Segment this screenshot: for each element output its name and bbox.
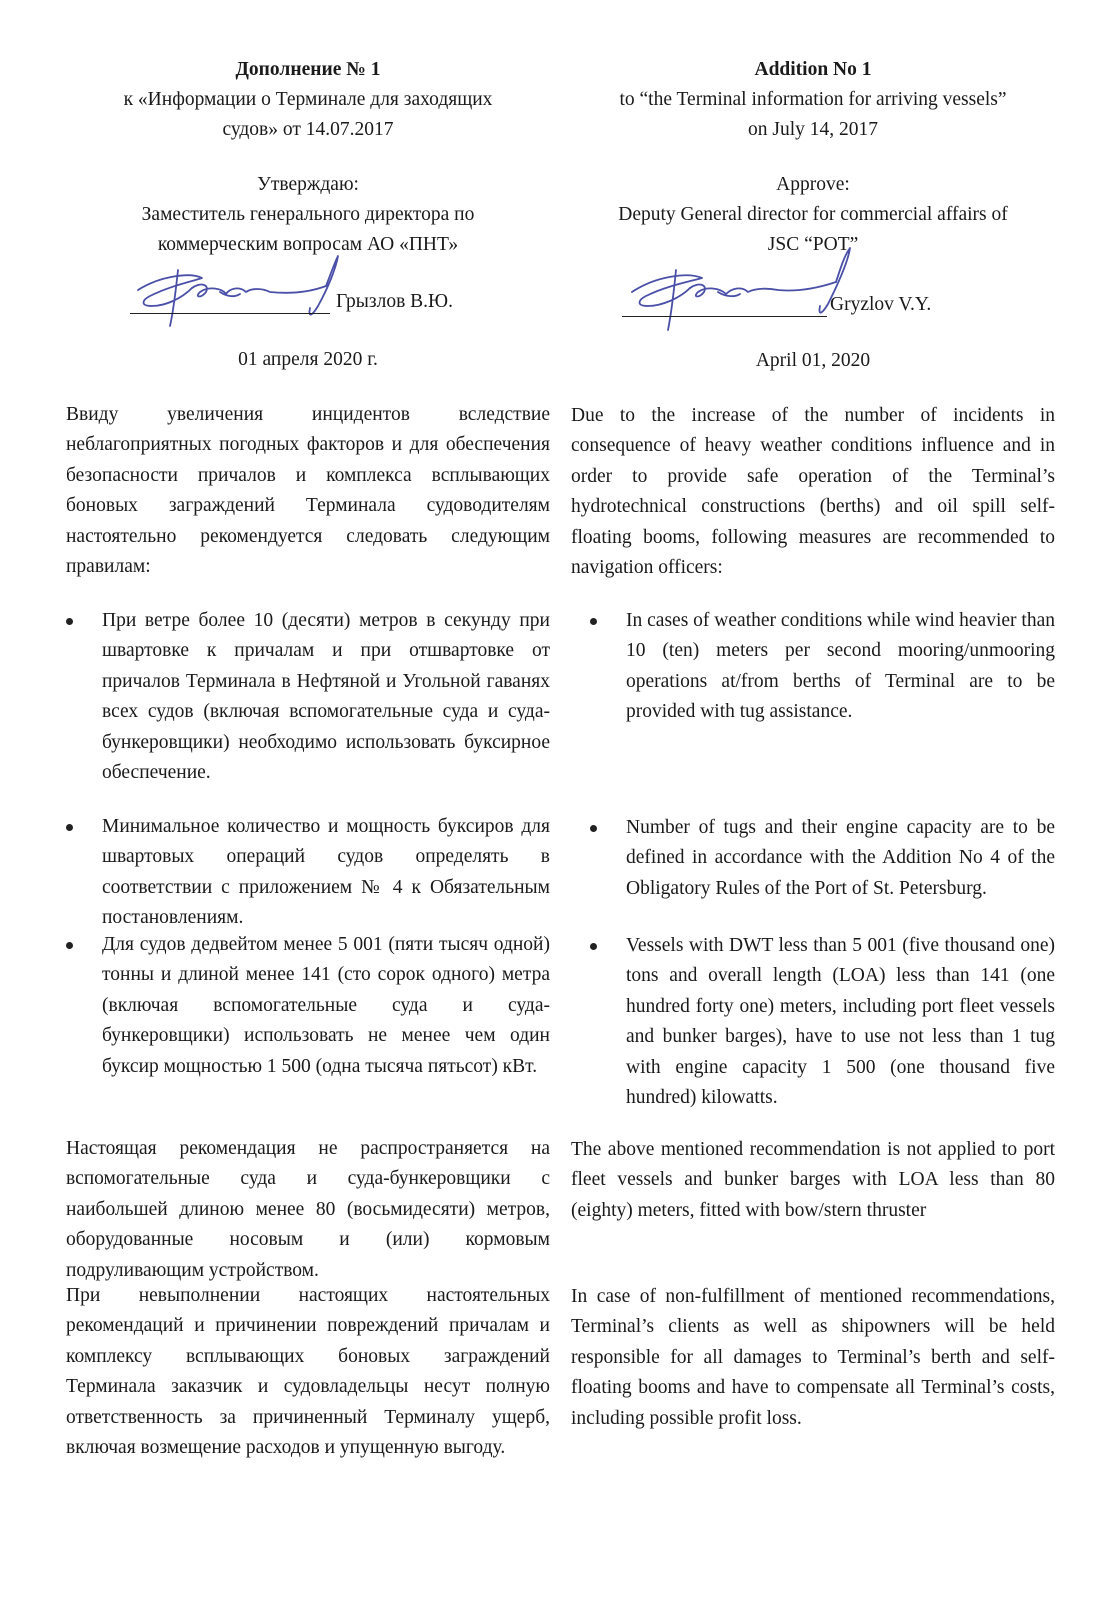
bullet-icon: [590, 943, 597, 950]
en-date: April 01, 2020: [755, 350, 871, 371]
en-title: Addition No 1: [754, 59, 872, 80]
ru-subtitle-line2: судов» от 14.07.2017: [222, 119, 394, 140]
en-bullet-text: Vessels with DWT less than 5 001 (five thousand one) tons and overall length (LOA) less than 141 (one hundred forty one) meters, including port fleet vessels and bunker barges), have to use not less than 1 tug with engine capacity 1 500 (one thousand five hundred) kilowatts.: [626, 935, 1055, 1109]
en-liability-paragraph: In case of non-fulfillment of mentioned recommendations, Terminal’s clients as well as shipowners will be held responsible for all damages to Terminal’s berth and self-floating booms and have to compensate all Terminal’s costs, including possible profit loss.: [571, 1286, 1055, 1429]
ru-bullet-text: Для судов дедвейтом менее 5 001 (пяти тысяч одной) тонны и длиной менее 141 (сто сорок одного) метра (включая вспомогательные суда и суда-бункеровщики) использовать не менее чем один буксир мощностью 1 500 (одна тысяча пятьсот) кВт.: [102, 934, 550, 1077]
ru-position-line1: Заместитель генерального директора по: [141, 204, 475, 225]
ru-liability-paragraph: При невыполнении настоящих настоятельных рекомендаций и причинении повреждений причалам и комплексу всплывающих боновых заграждений Терминала заказчик и судовладельцы несут полную ответственность за причиненный Терминалу ущерб, включая возмещение расходов и упущенную выгоду.: [66, 1285, 550, 1459]
ru-subtitle-line1: к «Информации о Терминале для заходящих: [123, 89, 493, 110]
ru-approve-label: Утверждаю:: [257, 174, 359, 195]
en-signatory-name: Gryzlov V.Y.: [830, 294, 932, 315]
en-header: [571, 55, 1055, 145]
ru-note-paragraph: Настоящая рекомендация не распространяется на вспомогательные суда и суда-бункеровщики с наибольшей длиною менее 80 (восьмидесяти) метров, оборудованные носовым и (или) кормовым подруливающим устройством.: [66, 1138, 550, 1281]
en-subtitle-line1: to “the Terminal information for arriving vessels”: [619, 89, 1007, 110]
en-position-line2: JSC “POT”: [767, 234, 859, 255]
en-signature: [622, 240, 857, 340]
ru-signature: [130, 248, 345, 338]
en-bullet-text: In cases of weather conditions while wind heavier than 10 (ten) meters per second mooring/unmooring operations at/from berths of Terminal are to be provided with tug assistance.: [626, 610, 1055, 723]
en-bullet-text: Number of tugs and their engine capacity are to be defined in accordance with the Addition No 4 of the Obligatory Rules of the Port of St. Petersburg.: [626, 817, 1055, 899]
en-intro-paragraph: Due to the increase of the number of incidents in consequence of heavy weather conditions influence and in order to provide safe operation of the Terminal’s hydrotechnical constructions (berths) and oil spill self-floating booms, following measures are recommended to navigation officers:: [571, 405, 1055, 579]
ru-date: 01 апреля 2020 г.: [238, 349, 378, 370]
ru-signatory-name: Грызлов В.Ю.: [336, 291, 453, 312]
en-signature-line: [622, 316, 827, 317]
en-note-paragraph: The above mentioned recommendation is not applied to port fleet vessels and bunker barges with LOA less than 80 (eighty) meters, fitted with bow/stern thruster: [571, 1139, 1055, 1221]
bullet-icon: [66, 942, 73, 949]
ru-signature-line: [130, 313, 330, 314]
bullet-icon: [590, 825, 597, 832]
bullet-icon: [590, 618, 597, 625]
ru-bullet-text: При ветре более 10 (десяти) метров в секунду при швартовке к причалам и при отшвартовке от причалов Терминала в Нефтяной и Угольной гаванях всех судов (включая вспомогательные суда и суда-бункеровщики) необходимо использовать буксирное обеспечение.: [102, 610, 550, 784]
en-position-line1: Deputy General director for commercial affairs of: [618, 204, 1008, 225]
bullet-icon: [66, 618, 73, 625]
ru-intro-paragraph: Ввиду увеличения инцидентов вследствие неблагоприятных погодных факторов и для обеспечения безопасности причалов и комплекса всплывающих боновых заграждений Терминала судоводителям настоятельно рекомендуется следовать следующим правилам:: [66, 404, 550, 578]
ru-bullet-text: Минимальное количество и мощность буксиров для швартовых операций судов определять в соответствии с приложением № 4 к Обязательным постановлениям.: [102, 816, 550, 929]
ru-approval-block: [66, 170, 550, 260]
ru-header: [66, 55, 550, 145]
en-subtitle-line2: on July 14, 2017: [747, 119, 878, 140]
ru-title: Дополнение № 1: [235, 59, 381, 80]
bullet-icon: [66, 824, 73, 831]
en-approve-label: Approve:: [776, 174, 850, 195]
ru-position-line2: коммерческим вопросам АО «ПНТ»: [157, 234, 459, 255]
